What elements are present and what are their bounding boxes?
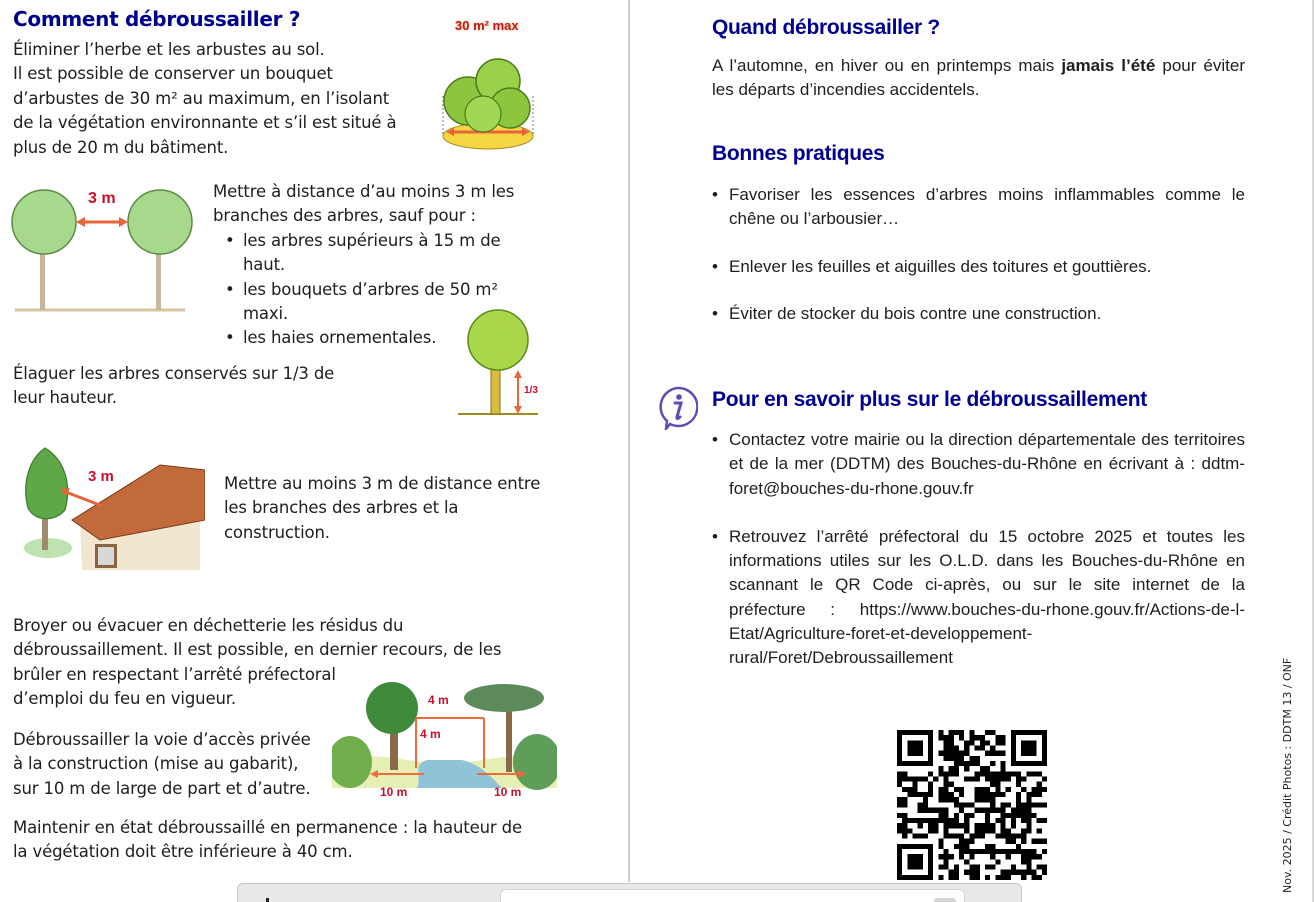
text-line: • les bouquets d’arbres de 50 m²: [243, 279, 498, 299]
text-line: débroussaillement. Il est possible, en dernier recours, de les: [13, 640, 502, 660]
paragraph-house-distance: [224, 472, 564, 545]
paragraph-when: [712, 54, 1245, 103]
text-line: • les arbres supérieurs à 15 m de: [243, 230, 501, 250]
house-distance-illustration: [20, 440, 205, 570]
text-line: Broyer ou évacuer en déchetterie les résidus du: [13, 616, 404, 635]
text-line: Maintenir en état débroussaillé en permanence : la hauteur de: [13, 818, 522, 837]
road-width-label: 4 m: [428, 693, 449, 707]
road-right-clearance-label: 10 m: [494, 785, 522, 799]
qr-code[interactable]: [897, 730, 1047, 880]
text-line: • les haies ornementales.: [243, 328, 437, 348]
text-line: Mettre au moins 3 m de distance entre: [224, 474, 541, 493]
practices-list: [712, 183, 1245, 326]
tree-house-icon: [20, 440, 205, 570]
photo-credit: Nov. 2025 / Crédit Photos : DDTM 13 / ONF: [1281, 657, 1294, 893]
access-road-illustration: [332, 680, 557, 802]
section-title-when: Quand débroussailler ?: [712, 16, 940, 39]
toolbar-button[interactable]: [934, 898, 956, 902]
list-item: • Contactez votre mairie ou la direction départementale des territoires et de la mer (DDTM) des Bouches-du-Rhône en écrivant à : ddtm-foret@bouches-du-rhone.gouv.fr: [712, 428, 1245, 501]
paragraph-maintain: [13, 816, 573, 865]
page-divider: [628, 0, 630, 882]
toolbar-input[interactable]: [500, 889, 965, 902]
paragraph-eliminate: [13, 38, 433, 160]
text-line: haut.: [243, 255, 285, 275]
text-span: A l’automne, en hiver ou en printemps mais: [712, 56, 1062, 75]
list-item: • Enlever les feuilles et aiguilles des toitures et gouttières.: [712, 255, 1245, 279]
list-item: • Éviter de stocker du bois contre une construction.: [712, 302, 1245, 326]
text-line: plus de 20 m du bâtiment.: [13, 137, 229, 157]
info-list: [712, 428, 1245, 671]
text-span: pour éviter les départs d’incendies accidentels.: [712, 56, 1245, 100]
trees-distance-label: 3 m: [88, 190, 116, 207]
shrub-illustration: [438, 14, 548, 154]
paragraph-prune: [13, 362, 373, 411]
text-line: les branches des arbres et la: [224, 498, 459, 518]
page-edge: [1312, 0, 1314, 902]
pruned-tree-icon: [458, 308, 548, 418]
section-title-how: Comment débroussailler ?: [13, 7, 301, 31]
text-line: la végétation doit être inférieure à 40 cm.: [13, 842, 353, 862]
section-title-info: Pour en savoir plus sur le débroussaillement: [712, 388, 1147, 411]
text-line: leur hauteur.: [13, 388, 117, 408]
text-line: Mettre à distance d’au moins 3 m les: [213, 182, 515, 201]
list-item: • Favoriser les essences d’arbres moins inflammables comme le chêne ou l’arbousier…: [712, 183, 1245, 232]
pruned-tree-illustration: [458, 308, 548, 418]
shrub-icon: [438, 36, 538, 154]
info-icon: [656, 386, 698, 430]
list-item: [213, 229, 553, 278]
text-line: Il est possible de conserver un bouquet: [13, 64, 333, 84]
text-line: branches des arbres, sauf pour :: [213, 206, 476, 226]
text-line: maxi.: [243, 304, 289, 324]
text-line: Élaguer les arbres conservés sur 1/3 de: [13, 364, 335, 383]
text-line: d’emploi du feu en vigueur.: [13, 689, 236, 709]
list-item: • Retrouvez l’arrêté préfectoral du 15 octobre 2025 et toutes les informations utiles sur les O.L.D. dans les Bouches-du-Rhône en scannant le QR Code ci-après, ou sur le site internet de la préfecture : https://www.bouches-du-rhone.gouv.fr/Actions-de-l-Etat/Agriculture-foret-et-developpement-rural/Foret/Debroussaillement: [712, 525, 1245, 671]
text-line: de la végétation environnante et s’il est situé à: [13, 113, 397, 133]
text-line: construction.: [224, 522, 330, 542]
shrub-area-label: 30 m² max: [455, 18, 519, 33]
trees-distance-illustration: [10, 182, 200, 317]
road-height-label: 4 m: [420, 727, 441, 741]
text-line: Éliminer l’herbe et les arbustes au sol.: [13, 40, 325, 59]
text-emphasis: jamais l’été: [1061, 56, 1156, 75]
text-line: d’arbustes de 30 m² au maximum, en l’isolant: [13, 88, 390, 108]
viewer-toolbar: [237, 883, 1022, 902]
text-line: sur 10 m de large de part et d’autre.: [13, 778, 311, 798]
text-line: à la construction (mise au gabarit),: [13, 754, 299, 774]
road-left-clearance-label: 10 m: [380, 785, 408, 799]
toolbar-icon[interactable]: [266, 898, 269, 902]
house-distance-label: 3 m: [88, 468, 114, 485]
text-line: brûler en respectant l’arrêté préfectoral: [13, 664, 336, 684]
section-title-practices: Bonnes pratiques: [712, 142, 885, 165]
paragraph-access-road: [13, 728, 333, 801]
text-line: Débroussailler la voie d’accès privée: [13, 730, 311, 749]
prune-ratio-label: 1/3: [524, 385, 538, 396]
